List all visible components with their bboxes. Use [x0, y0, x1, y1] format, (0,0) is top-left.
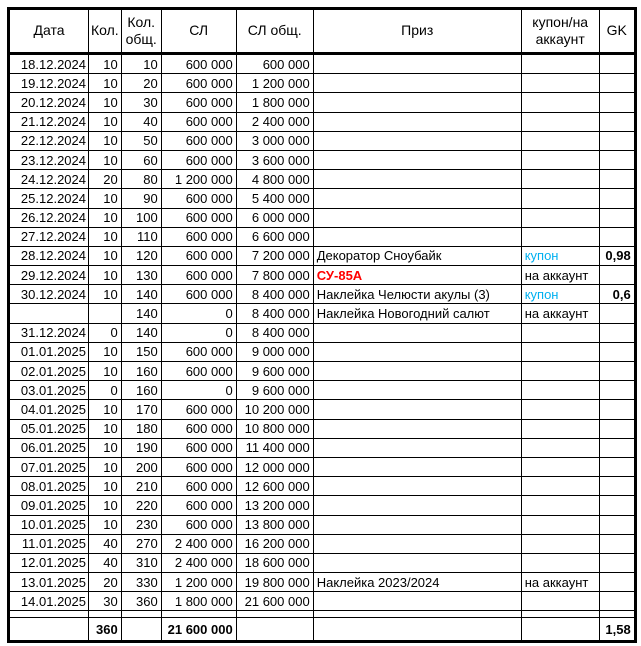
cell-prize: [313, 477, 521, 496]
cell-sl: 600 000: [161, 496, 236, 515]
cell-qty-total: 50: [121, 131, 161, 150]
cell-qty: 10: [89, 266, 122, 285]
cell-coupon: [521, 400, 599, 419]
table-row: [9, 457, 636, 476]
cell-gk: [599, 496, 635, 515]
cell-qty-total: 160: [121, 362, 161, 381]
cell-qty-total: 30: [121, 93, 161, 112]
cell-total-coupon-empty: [521, 618, 599, 642]
cell-qty-total: 180: [121, 419, 161, 438]
cell-qty: 10: [89, 131, 122, 150]
cell-qty-total: 80: [121, 170, 161, 189]
cell-sl-total: 5 400 000: [236, 189, 313, 208]
cell-date: 31.12.2024: [9, 323, 89, 342]
table-body: [9, 54, 636, 618]
cell-qty-total: 310: [121, 553, 161, 572]
cell-gk: 0,98: [599, 246, 635, 265]
cell-sl-total: 7 200 000: [236, 246, 313, 265]
cell-date: 24.12.2024: [9, 170, 89, 189]
cell-qty-total: 60: [121, 150, 161, 169]
cell-date: 19.12.2024: [9, 74, 89, 93]
cell-coupon: [521, 534, 599, 553]
cell-qty: 10: [89, 285, 122, 304]
cell-date: 03.01.2025: [9, 381, 89, 400]
cell-gk: [599, 150, 635, 169]
cell-sl: 600 000: [161, 246, 236, 265]
cell-prize: [313, 150, 521, 169]
cell-qty-total: 20: [121, 74, 161, 93]
table-row: [9, 515, 636, 534]
cell-qty: [89, 611, 122, 618]
cell-sl: [161, 611, 236, 618]
cell-prize: [313, 323, 521, 342]
cell-qty: 10: [89, 112, 122, 131]
cell-sl-total: 11 400 000: [236, 438, 313, 457]
cell-sl: 0: [161, 381, 236, 400]
cell-prize: Наклейка Челюсти акулы (3): [313, 285, 521, 304]
cell-qty: 20: [89, 170, 122, 189]
col-header-sl-total: СЛ общ.: [236, 9, 313, 54]
cell-date: 08.01.2025: [9, 477, 89, 496]
table-row: [9, 54, 636, 74]
cell-coupon: на аккаунт: [521, 266, 599, 285]
cell-sl: 600 000: [161, 419, 236, 438]
cell-date: 21.12.2024: [9, 112, 89, 131]
cell-date: 12.01.2025: [9, 553, 89, 572]
col-header-sl: СЛ: [161, 9, 236, 54]
cell-qty: 10: [89, 419, 122, 438]
table-row: [9, 381, 636, 400]
cell-qty: 10: [89, 342, 122, 361]
cell-qty: 10: [89, 74, 122, 93]
cell-qty-total: 270: [121, 534, 161, 553]
cell-coupon: [521, 342, 599, 361]
cell-date: 22.12.2024: [9, 131, 89, 150]
cell-prize: [313, 131, 521, 150]
cell-qty: 30: [89, 592, 122, 611]
table-row: [9, 342, 636, 361]
cell-date: 10.01.2025: [9, 515, 89, 534]
cell-sl-total: 10 800 000: [236, 419, 313, 438]
cell-sl-total: 19 800 000: [236, 573, 313, 592]
cell-date: 29.12.2024: [9, 266, 89, 285]
cell-total-gk: 1,58: [599, 618, 635, 642]
cell-coupon: [521, 208, 599, 227]
table-row: [9, 592, 636, 611]
cell-date: 11.01.2025: [9, 534, 89, 553]
cell-coupon: [521, 553, 599, 572]
cell-gk: [599, 573, 635, 592]
cell-gk: [599, 131, 635, 150]
cell-gk: [599, 74, 635, 93]
cell-qty: 10: [89, 93, 122, 112]
cell-prize: Наклейка 2023/2024: [313, 573, 521, 592]
col-header-date: Дата: [9, 9, 89, 54]
cell-qty-total: 230: [121, 515, 161, 534]
cell-sl: 600 000: [161, 54, 236, 74]
cell-date: 26.12.2024: [9, 208, 89, 227]
cell-date: 14.01.2025: [9, 592, 89, 611]
cell-qty: 10: [89, 362, 122, 381]
cell-date: 30.12.2024: [9, 285, 89, 304]
cell-date: 09.01.2025: [9, 496, 89, 515]
table-row: [9, 553, 636, 572]
cell-qty-total: 130: [121, 266, 161, 285]
col-header-prize: Приз: [313, 9, 521, 54]
header-row: [9, 9, 636, 54]
cell-sl: 2 400 000: [161, 534, 236, 553]
cell-gk: [599, 112, 635, 131]
cell-sl-total: [236, 611, 313, 618]
cell-gk: [599, 400, 635, 419]
cell-qty: [89, 304, 122, 323]
cell-qty-total: 40: [121, 112, 161, 131]
cell-sl: 1 800 000: [161, 592, 236, 611]
cell-sl: 600 000: [161, 342, 236, 361]
cell-gk: [599, 189, 635, 208]
cell-prize: [313, 515, 521, 534]
cell-sl-total: 600 000: [236, 54, 313, 74]
cell-prize: [313, 227, 521, 246]
col-header-coupon: купон/на аккаунт: [521, 9, 599, 54]
cell-gk: [599, 323, 635, 342]
col-header-gk: GK: [599, 9, 635, 54]
total-row: [9, 618, 636, 642]
cell-gk: [599, 592, 635, 611]
cell-coupon: [521, 93, 599, 112]
table-row: [9, 362, 636, 381]
cell-qty-total: 360: [121, 592, 161, 611]
cell-date: 28.12.2024: [9, 246, 89, 265]
cell-prize: [313, 381, 521, 400]
cell-date: 06.01.2025: [9, 438, 89, 457]
cell-qty: 10: [89, 457, 122, 476]
cell-sl-total: 1 800 000: [236, 93, 313, 112]
table-row: [9, 227, 636, 246]
cell-sl: 600 000: [161, 438, 236, 457]
cell-coupon: [521, 477, 599, 496]
cell-sl: 600 000: [161, 150, 236, 169]
cell-sl: 600 000: [161, 74, 236, 93]
cell-sl-total: 7 800 000: [236, 266, 313, 285]
cell-sl: 600 000: [161, 131, 236, 150]
cell-qty-total: 140: [121, 323, 161, 342]
cell-date: 05.01.2025: [9, 419, 89, 438]
cell-sl: 600 000: [161, 112, 236, 131]
cell-prize: [313, 54, 521, 74]
cell-coupon: [521, 323, 599, 342]
cell-sl: 1 200 000: [161, 573, 236, 592]
cell-gk: [599, 477, 635, 496]
cell-prize: [313, 553, 521, 572]
cell-gk: [599, 553, 635, 572]
cell-coupon: [521, 592, 599, 611]
cell-qty-total: 220: [121, 496, 161, 515]
cell-gk: [599, 304, 635, 323]
cell-prize: [313, 438, 521, 457]
table-row: [9, 208, 636, 227]
cell-gk: [599, 93, 635, 112]
cell-date: 18.12.2024: [9, 54, 89, 74]
cell-prize: [313, 457, 521, 476]
cell-coupon: [521, 170, 599, 189]
table-row: [9, 477, 636, 496]
cell-qty: 0: [89, 381, 122, 400]
cell-qty-total: 210: [121, 477, 161, 496]
cell-qty-total: 10: [121, 54, 161, 74]
spacer-row: [9, 611, 636, 618]
table-row: [9, 419, 636, 438]
cell-coupon: [521, 74, 599, 93]
cell-sl-total: 12 000 000: [236, 457, 313, 476]
cell-sl-total: 6 000 000: [236, 208, 313, 227]
cell-coupon: [521, 515, 599, 534]
cell-qty-total: 140: [121, 304, 161, 323]
cell-gk: [599, 170, 635, 189]
cell-qty: 10: [89, 150, 122, 169]
cell-coupon: [521, 381, 599, 400]
cell-sl: 600 000: [161, 515, 236, 534]
cell-qty: 10: [89, 227, 122, 246]
cell-coupon: [521, 227, 599, 246]
cell-coupon: [521, 457, 599, 476]
cell-qty: 40: [89, 553, 122, 572]
cell-sl: 600 000: [161, 477, 236, 496]
table-row: [9, 74, 636, 93]
table-row: [9, 266, 636, 285]
table-row: [9, 400, 636, 419]
cell-total-date-empty: [9, 618, 89, 642]
cell-qty-total: 140: [121, 285, 161, 304]
cell-gk: 0,6: [599, 285, 635, 304]
cell-date: 27.12.2024: [9, 227, 89, 246]
cell-qty: 10: [89, 496, 122, 515]
prize-schedule-table: [7, 7, 637, 643]
cell-qty: 40: [89, 534, 122, 553]
cell-prize: [313, 342, 521, 361]
cell-sl: 600 000: [161, 93, 236, 112]
cell-qty-total: 330: [121, 573, 161, 592]
table-row: [9, 534, 636, 553]
cell-sl: 2 400 000: [161, 553, 236, 572]
cell-prize: [313, 189, 521, 208]
cell-sl-total: 12 600 000: [236, 477, 313, 496]
cell-qty: 10: [89, 208, 122, 227]
col-header-qty: Кол.: [89, 9, 122, 54]
cell-qty: 10: [89, 189, 122, 208]
cell-total-qty: 360: [89, 618, 122, 642]
table-row: [9, 573, 636, 592]
cell-total-sl-total-empty: [236, 618, 313, 642]
cell-qty: 10: [89, 54, 122, 74]
cell-qty: 20: [89, 573, 122, 592]
table-row: [9, 285, 636, 304]
table-row: [9, 131, 636, 150]
cell-sl-total: 1 200 000: [236, 74, 313, 93]
cell-coupon: купон: [521, 246, 599, 265]
cell-prize: [313, 93, 521, 112]
cell-qty: 10: [89, 477, 122, 496]
cell-qty-total: 190: [121, 438, 161, 457]
cell-gk: [599, 362, 635, 381]
cell-coupon: [521, 131, 599, 150]
cell-coupon: на аккаунт: [521, 304, 599, 323]
table-row: [9, 170, 636, 189]
cell-qty-total: 100: [121, 208, 161, 227]
cell-date: 01.01.2025: [9, 342, 89, 361]
cell-qty: 10: [89, 515, 122, 534]
cell-coupon: [521, 189, 599, 208]
cell-gk: [599, 266, 635, 285]
cell-qty-total: 170: [121, 400, 161, 419]
cell-sl-total: 13 800 000: [236, 515, 313, 534]
cell-date: 23.12.2024: [9, 150, 89, 169]
cell-prize: [313, 496, 521, 515]
cell-prize: [313, 74, 521, 93]
table-row: [9, 438, 636, 457]
cell-qty: 0: [89, 323, 122, 342]
cell-gk: [599, 342, 635, 361]
cell-qty: 10: [89, 246, 122, 265]
table-row: [9, 496, 636, 515]
cell-coupon: [521, 362, 599, 381]
cell-date: [9, 611, 89, 618]
cell-sl-total: 9 000 000: [236, 342, 313, 361]
cell-coupon: [521, 112, 599, 131]
cell-prize: [313, 362, 521, 381]
cell-prize: Наклейка Новогодний салют: [313, 304, 521, 323]
cell-prize: [313, 419, 521, 438]
cell-total-sl: 21 600 000: [161, 618, 236, 642]
table-row: [9, 93, 636, 112]
cell-sl: 600 000: [161, 400, 236, 419]
table-row: [9, 304, 636, 323]
cell-gk: [599, 54, 635, 74]
cell-sl: 600 000: [161, 208, 236, 227]
cell-qty-total: 150: [121, 342, 161, 361]
cell-prize: [313, 208, 521, 227]
cell-gk: [599, 457, 635, 476]
cell-gk: [599, 381, 635, 400]
cell-sl: 600 000: [161, 362, 236, 381]
cell-sl: 600 000: [161, 266, 236, 285]
table-row: [9, 150, 636, 169]
cell-coupon: [521, 150, 599, 169]
cell-sl-total: 9 600 000: [236, 381, 313, 400]
cell-prize: [313, 400, 521, 419]
cell-sl-total: 6 600 000: [236, 227, 313, 246]
cell-gk: [599, 515, 635, 534]
cell-prize: [313, 611, 521, 618]
cell-date: 02.01.2025: [9, 362, 89, 381]
cell-coupon: [521, 54, 599, 74]
cell-coupon: на аккаунт: [521, 573, 599, 592]
cell-prize: [313, 592, 521, 611]
cell-qty-total: 120: [121, 246, 161, 265]
cell-sl: 0: [161, 304, 236, 323]
cell-prize: [313, 112, 521, 131]
cell-sl: 600 000: [161, 285, 236, 304]
cell-coupon: [521, 496, 599, 515]
cell-date: 07.01.2025: [9, 457, 89, 476]
cell-coupon: купон: [521, 285, 599, 304]
cell-gk: [599, 419, 635, 438]
cell-gk: [599, 611, 635, 618]
cell-gk: [599, 438, 635, 457]
cell-sl: 600 000: [161, 189, 236, 208]
cell-prize: [313, 170, 521, 189]
cell-qty-total: 90: [121, 189, 161, 208]
cell-sl-total: 13 200 000: [236, 496, 313, 515]
cell-total-qty-total-empty: [121, 618, 161, 642]
cell-sl-total: 8 400 000: [236, 285, 313, 304]
table-row: [9, 246, 636, 265]
cell-sl-total: 16 200 000: [236, 534, 313, 553]
cell-qty-total: [121, 611, 161, 618]
table-row: [9, 323, 636, 342]
cell-sl-total: 3 600 000: [236, 150, 313, 169]
cell-qty-total: 110: [121, 227, 161, 246]
cell-gk: [599, 227, 635, 246]
cell-gk: [599, 534, 635, 553]
cell-sl: 0: [161, 323, 236, 342]
cell-date: 13.01.2025: [9, 573, 89, 592]
cell-qty-total: 200: [121, 457, 161, 476]
cell-qty: 10: [89, 438, 122, 457]
cell-sl-total: 3 000 000: [236, 131, 313, 150]
cell-date: 20.12.2024: [9, 93, 89, 112]
table-row: [9, 189, 636, 208]
cell-date: 25.12.2024: [9, 189, 89, 208]
cell-date: 04.01.2025: [9, 400, 89, 419]
cell-sl-total: 8 400 000: [236, 323, 313, 342]
cell-sl: 1 200 000: [161, 170, 236, 189]
cell-sl-total: 9 600 000: [236, 362, 313, 381]
cell-coupon: [521, 438, 599, 457]
cell-sl-total: 4 800 000: [236, 170, 313, 189]
cell-sl-total: 21 600 000: [236, 592, 313, 611]
cell-prize: Декоратор Сноубайк: [313, 246, 521, 265]
cell-sl-total: 2 400 000: [236, 112, 313, 131]
table-row: [9, 112, 636, 131]
cell-gk: [599, 208, 635, 227]
cell-sl-total: 18 600 000: [236, 553, 313, 572]
cell-prize: СУ-85А: [313, 266, 521, 285]
col-header-qty-total: Кол. общ.: [121, 9, 161, 54]
cell-total-prize-empty: [313, 618, 521, 642]
cell-sl: 600 000: [161, 227, 236, 246]
cell-coupon: [521, 611, 599, 618]
cell-sl-total: 8 400 000: [236, 304, 313, 323]
cell-coupon: [521, 419, 599, 438]
spreadsheet-region: [7, 7, 637, 643]
cell-sl: 600 000: [161, 457, 236, 476]
cell-qty: 10: [89, 400, 122, 419]
cell-prize: [313, 534, 521, 553]
cell-qty-total: 160: [121, 381, 161, 400]
cell-date: [9, 304, 89, 323]
cell-sl-total: 10 200 000: [236, 400, 313, 419]
